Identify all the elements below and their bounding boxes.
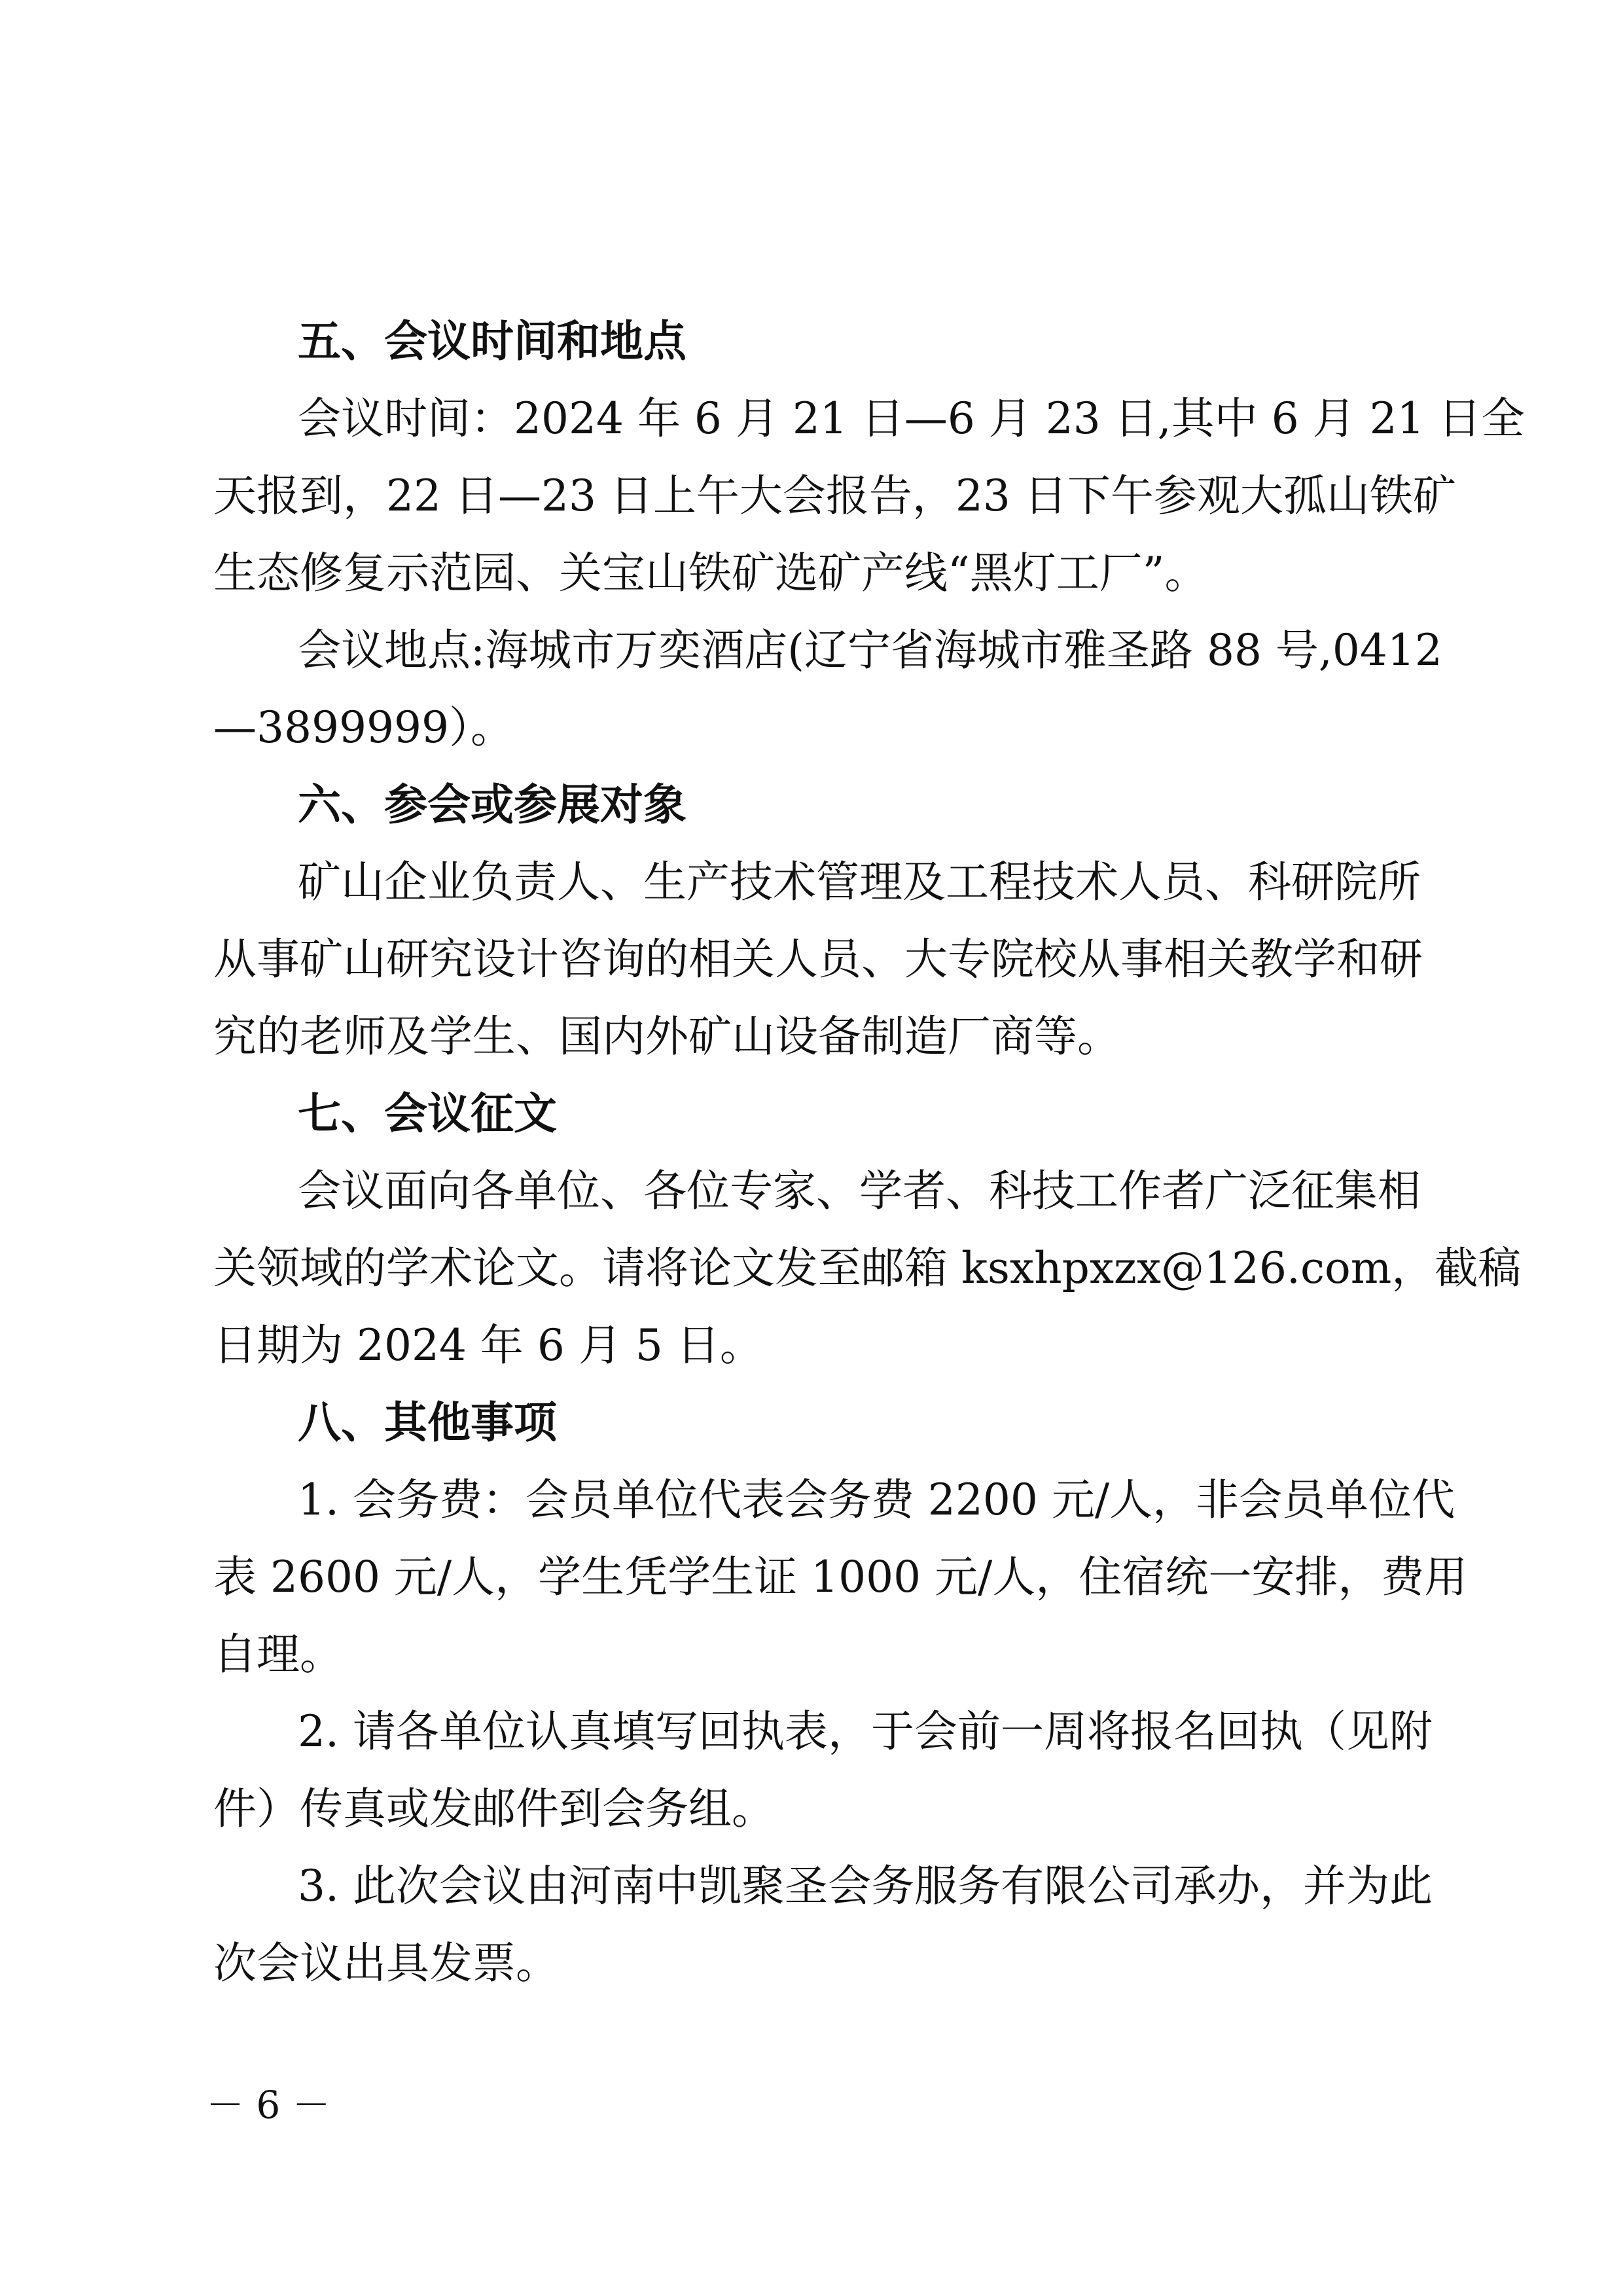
meeting-time-line-2: 天报到，22 日—23 日上午大会报告，23 日下午参观大孤山铁矿 xyxy=(213,471,1456,521)
registration-line-2: 件）传真或发邮件到会务组。 xyxy=(213,1784,775,1834)
fee-line-3: 自理。 xyxy=(213,1629,343,1679)
fee-line-2: 表 2600 元/人，学生凭学生证 1000 元/人，住宿统一安排，费用 xyxy=(213,1552,1468,1602)
section-heading-5: 五、会议时间和地点 xyxy=(298,316,687,367)
participants-line-2: 从事矿山研究设计咨询的相关人员、大专院校从事相关教学和研 xyxy=(213,934,1423,984)
page-number: － 6 － xyxy=(206,2083,330,2127)
section-heading-8: 八、其他事项 xyxy=(298,1397,557,1448)
meeting-time-line-1: 会议时间：2024 年 6 月 21 日—6 月 23 日,其中 6 月 21 日全 xyxy=(298,393,1525,444)
participants-line-3: 究的老师及学生、国内外矿山设备制造厂商等。 xyxy=(213,1011,1120,1062)
registration-line-1: 2. 请各单位认真填写回执表，于会前一周将报名回执（见附 xyxy=(298,1706,1433,1757)
meeting-time-line-3: 生态修复示范园、关宝山铁矿选矿产线“黑灯工厂”。 xyxy=(213,548,1208,598)
organizer-line-2: 次会议出具发票。 xyxy=(213,1938,559,1988)
call-for-papers-line-2: 关领域的学术论文。请将论文发至邮箱 ksxhpxzx@126.com，截稿 xyxy=(213,1243,1522,1293)
call-for-papers-line-3: 日期为 2024 年 6 月 5 日。 xyxy=(213,1320,763,1371)
organizer-line-1: 3. 此次会议由河南中凯聚圣会务服务有限公司承办，并为此 xyxy=(298,1861,1433,1911)
call-for-papers-line-1: 会议面向各单位、各位专家、学者、科技工作者广泛征集相 xyxy=(298,1166,1421,1216)
section-heading-7: 七、会议征文 xyxy=(298,1088,557,1139)
section-heading-6: 六、参会或参展对象 xyxy=(298,780,687,830)
fee-line-1: 1. 会务费：会员单位代表会务费 2200 元/人，非会员单位代 xyxy=(298,1475,1455,1525)
meeting-venue-line-1: 会议地点:海城市万奕酒店(辽宁省海城市雅圣路 88 号,0412 xyxy=(298,625,1442,675)
meeting-venue-line-2: —3899999）。 xyxy=(213,702,514,753)
participants-line-1: 矿山企业负责人、生产技术管理及工程技术人员、科研院所 xyxy=(298,857,1421,907)
